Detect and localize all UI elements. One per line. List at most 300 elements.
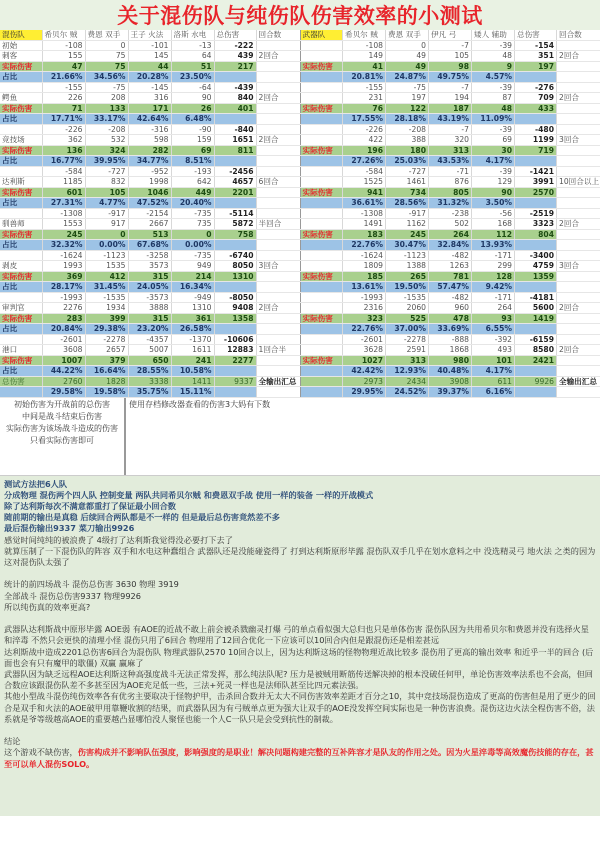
value-cell: 64: [171, 51, 214, 62]
article-line: 结论: [4, 736, 21, 747]
value-cell: 168: [472, 219, 515, 230]
value-cell: 76: [343, 103, 386, 114]
value-cell: 67.68%: [128, 240, 171, 251]
rounds-cell: 3回合: [557, 261, 600, 272]
value-cell: 75: [85, 61, 128, 72]
table-row: [0, 282, 300, 293]
row-label: [301, 135, 343, 146]
row-label: [301, 198, 343, 209]
table-row: [0, 135, 300, 146]
value-cell: 13.61%: [343, 282, 386, 293]
rounds-cell: 全输出汇总: [557, 376, 600, 387]
rounds-cell: [256, 72, 300, 83]
table-row: [0, 240, 300, 251]
value-cell: 185: [343, 271, 386, 282]
row-label: [301, 93, 343, 104]
value-cell: -108: [42, 40, 85, 51]
legend-notes: [0, 398, 126, 475]
rounds-cell: 2回合: [256, 303, 300, 314]
value-cell: 145: [128, 51, 171, 62]
total-cell: 9408: [214, 303, 256, 314]
total-cell: 439: [214, 51, 256, 62]
total-cell: -2519: [515, 208, 557, 219]
team-name: 武器队: [301, 30, 343, 40]
rounds-cell: [256, 82, 300, 93]
value-cell: 32.32%: [42, 240, 85, 251]
total-cell: -3400: [515, 250, 557, 261]
value-cell: 44: [128, 61, 171, 72]
value-cell: 1998: [128, 177, 171, 188]
table-row: [301, 103, 600, 114]
row-label: [301, 345, 343, 356]
value-cell: 6.16%: [472, 387, 515, 398]
note-line: 实际伤害为该场战斗造成的伤害: [6, 423, 118, 433]
article-line: 随前期的输出是真稳 后续回合两队都是不一样的 但是最后总伤害竟然差不多: [4, 512, 280, 523]
value-cell: 9.42%: [472, 282, 515, 293]
article-line: [4, 568, 596, 579]
article-line: 就算压制了一下混伤队的阵容 双手和水电这种蠢组合 武器队还是没能碰瓷得了 打到达利斯原形毕露 混伤队双手几乎在划水意料之中 没选精灵弓 地火法 之类的因为这对混伤队太强了: [4, 545, 596, 567]
value-cell: -238: [429, 208, 472, 219]
value-cell: 49: [386, 61, 429, 72]
value-cell: 33.17%: [85, 114, 128, 125]
value-cell: 1461: [386, 177, 429, 188]
value-cell: 1185: [42, 177, 85, 188]
table-row: [0, 114, 300, 125]
rounds-cell: [557, 166, 600, 177]
rounds-cell: [557, 124, 600, 135]
total-cell: 804: [515, 229, 557, 240]
value-cell: 650: [128, 355, 171, 366]
rounds-cell: [557, 324, 600, 335]
value-cell: -3258: [128, 250, 171, 261]
total-cell: [515, 366, 557, 377]
table-row: [0, 366, 300, 377]
value-cell: 513: [128, 229, 171, 240]
value-cell: 34.77%: [128, 156, 171, 167]
total-cell: 9337: [214, 376, 256, 387]
value-cell: 20.81%: [343, 72, 386, 83]
value-cell: 105: [429, 51, 472, 62]
article-line: 全部战斗 混伤总伤害9337 物理9926: [4, 590, 141, 601]
total-cell: [214, 366, 256, 377]
value-cell: 0.00%: [85, 240, 128, 251]
value-cell: -584: [343, 166, 386, 177]
row-label: 剥皮: [0, 261, 42, 272]
value-cell: 5007: [128, 345, 171, 356]
total-cell: 1359: [515, 271, 557, 282]
table-row: [301, 324, 600, 335]
total-cell: 2570: [515, 187, 557, 198]
column-header: 费恩 双手: [85, 30, 128, 40]
total-cell: [515, 324, 557, 335]
table-row: [0, 261, 300, 272]
value-cell: 183: [343, 229, 386, 240]
row-label: [301, 166, 343, 177]
table-row: [301, 229, 600, 240]
rounds-cell: [256, 334, 300, 345]
total-cell: -10606: [214, 334, 256, 345]
table-row: [0, 334, 300, 345]
value-cell: 735: [171, 219, 214, 230]
table-row: [301, 61, 600, 72]
value-cell: 9: [472, 61, 515, 72]
value-cell: 71: [42, 103, 85, 114]
row-label: [0, 292, 42, 303]
table-row: [301, 114, 600, 125]
rounds-cell: [256, 282, 300, 293]
value-cell: 29.58%: [42, 387, 85, 398]
rounds-cell: 1回合半: [256, 345, 300, 356]
value-cell: -39: [472, 40, 515, 51]
rounds-cell: [557, 229, 600, 240]
value-cell: 75: [85, 51, 128, 62]
total-cell: -222: [214, 40, 256, 51]
rounds-cell: [557, 334, 600, 345]
article-line: 武器队因为缺乏远程AOE达利斯这种高强度战斗无法正常发挥，那么纯法队呢? 压力是被贼用断筋传送解决掉的根本没破任何甲，单论伤害效率法系也不会高，但回合数应该跟混伤队差不多甚至因为AOE充足低一些，三法+死灵一样也是法师队甚至比四元素法强。: [4, 668, 593, 691]
row-label: 实际伤害: [301, 61, 343, 72]
row-label: [301, 292, 343, 303]
value-cell: -155: [42, 82, 85, 93]
rounds-cell: 2回合: [557, 345, 600, 356]
value-cell: 39.37%: [429, 387, 472, 398]
value-cell: 3338: [128, 376, 171, 387]
total-cell: -8050: [214, 292, 256, 303]
value-cell: 42.42%: [343, 366, 386, 377]
value-cell: 171: [128, 103, 171, 114]
total-cell: 2421: [515, 355, 557, 366]
total-cell: 217: [214, 61, 256, 72]
value-cell: 43.19%: [429, 114, 472, 125]
table-row: [0, 250, 300, 261]
value-cell: 0: [171, 229, 214, 240]
total-cell: -2456: [214, 166, 256, 177]
table-row: [0, 355, 300, 366]
column-header: 矮人 辅助: [472, 30, 515, 40]
value-cell: 0: [85, 229, 128, 240]
value-cell: 876: [429, 177, 472, 188]
value-cell: 208: [85, 93, 128, 104]
total-cell: 3991: [515, 177, 557, 188]
value-cell: 51: [171, 61, 214, 72]
value-cell: 87: [472, 93, 515, 104]
table-row: [301, 166, 600, 177]
value-cell: 1411: [171, 376, 214, 387]
value-cell: -7: [429, 124, 472, 135]
row-label: 实际伤害: [301, 355, 343, 366]
total-cell: [214, 72, 256, 83]
rounds-cell: 2回合: [557, 51, 600, 62]
rounds-cell: [557, 208, 600, 219]
rounds-cell: [557, 72, 600, 83]
table-row: [301, 40, 600, 51]
total-cell: 1419: [515, 313, 557, 324]
value-cell: -145: [128, 82, 171, 93]
note-line: 中间是战斗结束后伤害: [22, 411, 102, 421]
table-row: [0, 40, 300, 51]
value-cell: 0.00%: [171, 240, 214, 251]
table-row: [0, 177, 300, 188]
value-cell: 493: [472, 345, 515, 356]
value-cell: 23.20%: [128, 324, 171, 335]
value-cell: 1934: [85, 303, 128, 314]
table-row: [0, 145, 300, 156]
value-cell: 264: [472, 303, 515, 314]
rounds-cell: [256, 61, 300, 72]
value-cell: 1491: [343, 219, 386, 230]
value-cell: -2154: [128, 208, 171, 219]
value-cell: 24.87%: [386, 72, 429, 83]
weapon-team-table: [301, 30, 600, 398]
article-line: 分成物理 混伤两个四人队 控制变量 两队共同希贝尔贼 和费恩双手战 使用一样的装备 一样的开战模式: [4, 489, 374, 500]
value-cell: 388: [386, 135, 429, 146]
row-label: [0, 124, 42, 135]
rounds-cell: [557, 313, 600, 324]
row-label: 实际伤害: [301, 313, 343, 324]
value-cell: 101: [472, 355, 515, 366]
value-cell: 98: [429, 61, 472, 72]
table-row: [301, 366, 600, 377]
value-cell: 3573: [128, 261, 171, 272]
value-cell: -7: [429, 40, 472, 51]
rounds-cell: [557, 82, 600, 93]
value-cell: 28.56%: [386, 198, 429, 209]
table-row: [301, 156, 600, 167]
row-label: 实际伤害: [0, 103, 42, 114]
table-row: [301, 198, 600, 209]
article-body: [0, 476, 600, 816]
value-cell: 315: [128, 271, 171, 282]
value-cell: 316: [128, 93, 171, 104]
value-cell: 149: [343, 51, 386, 62]
total-cell: 433: [515, 103, 557, 114]
value-cell: 34.56%: [85, 72, 128, 83]
value-cell: 805: [429, 187, 472, 198]
total-cell: [515, 387, 557, 398]
rounds-cell: [557, 387, 600, 398]
total-cell: -480: [515, 124, 557, 135]
page-title: 关于混伤队与纯伤队伤害效率的小测试: [117, 4, 483, 28]
value-cell: -1993: [42, 292, 85, 303]
value-cell: -56: [472, 208, 515, 219]
value-cell: 42.64%: [128, 114, 171, 125]
row-label: 实际伤害: [301, 271, 343, 282]
table-row: [301, 208, 600, 219]
value-cell: 43.53%: [429, 156, 472, 167]
value-cell: 642: [171, 177, 214, 188]
rounds-cell: [256, 366, 300, 377]
rounds-cell: [557, 355, 600, 366]
total-cell: -1421: [515, 166, 557, 177]
value-cell: -108: [343, 40, 386, 51]
total-cell: -5114: [214, 208, 256, 219]
value-cell: -482: [429, 250, 472, 261]
value-cell: 781: [429, 271, 472, 282]
row-label: 占比: [0, 156, 42, 167]
rounds-cell: [256, 198, 300, 209]
value-cell: 1310: [171, 303, 214, 314]
row-label: 实际伤害: [0, 61, 42, 72]
table-row: [0, 82, 300, 93]
value-cell: 941: [343, 187, 386, 198]
row-label: 刺客: [0, 51, 42, 62]
value-cell: 35.75%: [128, 387, 171, 398]
value-cell: 241: [171, 355, 214, 366]
value-cell: 13.93%: [472, 240, 515, 251]
value-cell: -1535: [85, 292, 128, 303]
value-cell: 27.31%: [42, 198, 85, 209]
value-cell: -727: [85, 166, 128, 177]
value-cell: -482: [429, 292, 472, 303]
value-cell: 1525: [343, 177, 386, 188]
value-cell: -727: [386, 166, 429, 177]
value-cell: 611: [472, 376, 515, 387]
value-cell: 48: [472, 51, 515, 62]
value-cell: 49: [386, 51, 429, 62]
value-cell: 21.66%: [42, 72, 85, 83]
value-cell: 980: [429, 355, 472, 366]
value-cell: 39.95%: [85, 156, 128, 167]
value-cell: 324: [85, 145, 128, 156]
value-cell: 28.55%: [128, 366, 171, 377]
value-cell: 17.71%: [42, 114, 85, 125]
value-cell: 37.00%: [386, 324, 429, 335]
value-cell: 2667: [128, 219, 171, 230]
row-label: [301, 250, 343, 261]
value-cell: 734: [386, 187, 429, 198]
rounds-cell: 2回合: [557, 219, 600, 230]
value-cell: 214: [171, 271, 214, 282]
value-cell: -392: [472, 334, 515, 345]
value-cell: 4.57%: [472, 72, 515, 83]
rounds-cell: [256, 208, 300, 219]
table-row: [0, 292, 300, 303]
row-label: 港口: [0, 345, 42, 356]
value-cell: 412: [85, 271, 128, 282]
row-label: [0, 166, 42, 177]
value-cell: -71: [429, 166, 472, 177]
value-cell: -208: [85, 124, 128, 135]
row-label: [301, 324, 343, 335]
value-cell: -3573: [128, 292, 171, 303]
conclusion-highlight: 伤害构成并不影响队伍强度，影响强度的是职业！解决问题构建完整的互补阵容才是队友的作用之处。因为火星淬毒等高效魔伤技能的存在，甚至可以单人混伤SOLO。: [4, 747, 594, 769]
table-row: [301, 219, 600, 230]
total-cell: [214, 240, 256, 251]
value-cell: 33.69%: [429, 324, 472, 335]
value-cell: 16.64%: [85, 366, 128, 377]
total-cell: 1310: [214, 271, 256, 282]
article-line: [4, 613, 596, 624]
value-cell: -735: [171, 208, 214, 219]
total-cell: 12883: [214, 345, 256, 356]
value-cell: 112: [472, 229, 515, 240]
title-bar: [0, 0, 600, 30]
comparison-tables: [0, 30, 600, 398]
value-cell: 47.52%: [128, 198, 171, 209]
table-row: [0, 208, 300, 219]
value-cell: -2278: [386, 334, 429, 345]
value-cell: 24.05%: [128, 282, 171, 293]
value-cell: 29.38%: [85, 324, 128, 335]
total-cell: 4759: [515, 261, 557, 272]
rounds-cell: 2回合: [256, 93, 300, 104]
row-label: 竞技场: [0, 135, 42, 146]
row-label: [0, 387, 42, 398]
article-line: 达利斯战中造成2201总伤害6回合为混伤队 物理武器队2570 10回合以上，因为达利斯这场的怪物物理近战比较多 混伤用了更高的输出效率 和近乎一半的回合 (后面也会有只有魔甲的歇僵) 双赢 赢麻了: [4, 646, 594, 668]
value-cell: -75: [386, 82, 429, 93]
value-cell: -39: [472, 124, 515, 135]
value-cell: 2316: [343, 303, 386, 314]
total-cell: [515, 72, 557, 83]
value-cell: 369: [42, 271, 85, 282]
value-cell: -2278: [85, 334, 128, 345]
value-cell: 478: [429, 313, 472, 324]
rounds-cell: [256, 187, 300, 198]
value-cell: 31.32%: [429, 198, 472, 209]
total-cell: 2277: [214, 355, 256, 366]
value-cell: 41: [343, 61, 386, 72]
value-cell: -2601: [42, 334, 85, 345]
table-row: [0, 229, 300, 240]
value-cell: -2601: [343, 334, 386, 345]
value-cell: 960: [429, 303, 472, 314]
value-cell: -13: [171, 40, 214, 51]
value-cell: -584: [42, 166, 85, 177]
value-cell: -1535: [386, 292, 429, 303]
table-row: [301, 124, 600, 135]
table-row: [301, 313, 600, 324]
value-cell: 379: [85, 355, 128, 366]
total-cell: 3323: [515, 219, 557, 230]
total-cell: [515, 114, 557, 125]
value-cell: 22.76%: [343, 240, 386, 251]
table-row: [301, 282, 600, 293]
rounds-cell: [557, 198, 600, 209]
row-label: [301, 156, 343, 167]
total-cell: -4181: [515, 292, 557, 303]
total-cell: [214, 156, 256, 167]
total-cell: [214, 114, 256, 125]
value-cell: -193: [171, 166, 214, 177]
table-row: [301, 135, 600, 146]
row-label: [301, 72, 343, 83]
value-cell: 20.40%: [171, 198, 214, 209]
value-cell: 2657: [85, 345, 128, 356]
total-cell: -6159: [515, 334, 557, 345]
value-cell: -888: [429, 334, 472, 345]
article-line: 统计的前四场战斗 混伤总伤害 3630 物理 3919: [4, 579, 179, 590]
total-cell: 8580: [515, 345, 557, 356]
table-row: [301, 72, 600, 83]
article-line: [4, 725, 596, 736]
rounds-cell: 2回合: [256, 51, 300, 62]
value-cell: -39: [472, 82, 515, 93]
table-row: [301, 345, 600, 356]
value-cell: 159: [171, 135, 214, 146]
total-cell: 8050: [214, 261, 256, 272]
value-cell: 48: [472, 103, 515, 114]
value-cell: 264: [429, 229, 472, 240]
table-row: [301, 240, 600, 251]
article-line: 除了达利斯每次不满意都重打了保证最小回合数: [4, 500, 176, 511]
value-cell: 361: [171, 313, 214, 324]
value-cell: 1868: [429, 345, 472, 356]
article-line: 武器队达利斯战中原形毕露 AOE弱 有AOE的近战不敢上前会被杀戮幽灵打爆 弓的单点看似强大总归也只是单体伤害 混伤队因为共用希贝尔和费恩并没有选择火星和淬毒 不然只会更快的清理小怪 混伤只用了6回合 物理用了12回合优化一下应该可以10回合内但是跟混伤还是相差甚远: [4, 624, 589, 646]
value-cell: 1162: [386, 219, 429, 230]
value-cell: 30: [472, 145, 515, 156]
value-cell: -171: [472, 292, 515, 303]
value-cell: 44.22%: [42, 366, 85, 377]
note-line: 只看实际伤害即可: [30, 435, 94, 445]
